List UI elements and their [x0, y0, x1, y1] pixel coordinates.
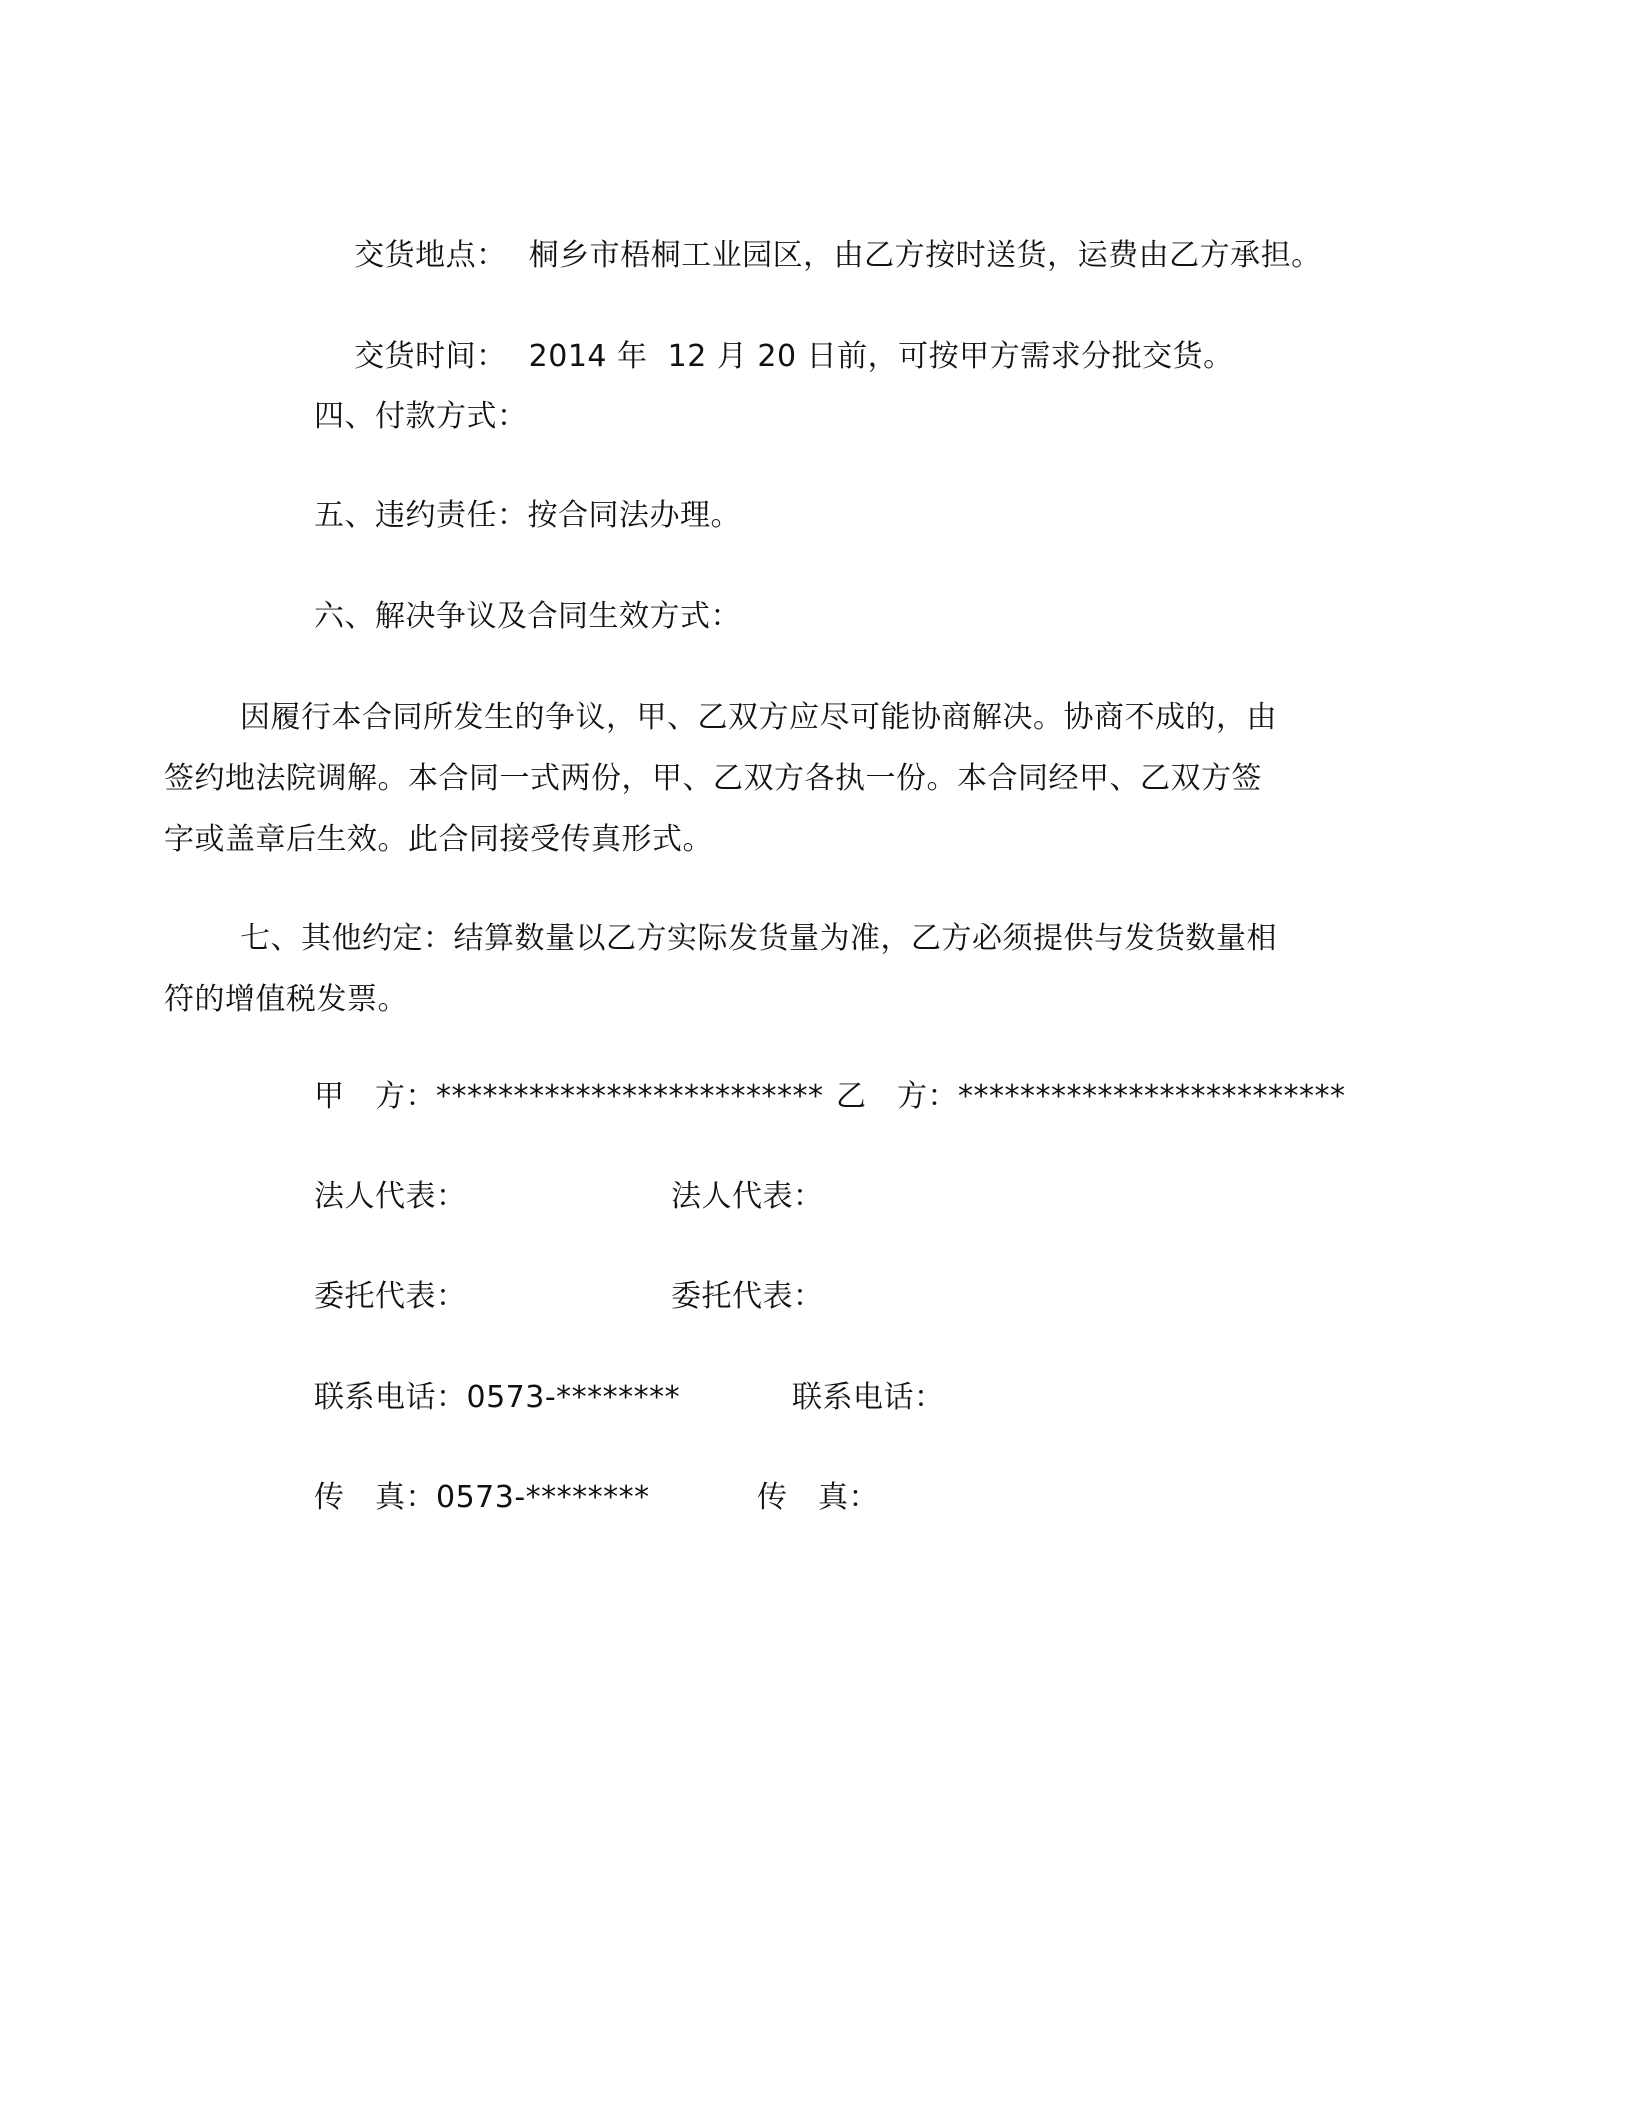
- legal-rep-b: 法人代表：: [671, 1179, 824, 1214]
- delivery-time-label: 交货时间：: [354, 339, 507, 374]
- delivery-place-value: 桐乡市梧桐工业园区，由乙方按时送货，运费由乙方承担。: [528, 238, 1322, 273]
- section-liability: 五、违约责任：按合同法办理。: [314, 498, 741, 533]
- party-a: 甲 方：*************************: [314, 1079, 824, 1114]
- agent-a: 委托代表：: [314, 1279, 467, 1314]
- delivery-place-label: 交货地点：: [354, 238, 507, 273]
- phone-b: 联系电话：: [792, 1380, 945, 1415]
- section-other-body: 七、其他约定：结算数量以乙方实际发货量为准，乙方必须提供与发货数量相符的增值税发票。: [164, 921, 1277, 1017]
- party-b: 乙 方：*************************: [836, 1079, 1346, 1114]
- legal-rep-a: 法人代表：: [314, 1179, 467, 1214]
- section-dispute-body: 因履行本合同所发生的争议，甲、乙双方应尽可能协商解决。协商不成的，由签约地法院调解。本合同一式两份，甲、乙双方各执一份。本合同经甲、乙双方签字或盖章后生效。此合同接受传真形式。: [164, 700, 1277, 857]
- delivery-time-value: 2014 年 12 月 20 日前，可按甲方需求分批交货。: [528, 339, 1234, 374]
- section-payment: 四、付款方式：: [314, 399, 528, 434]
- phone-a: 联系电话：0573-********: [314, 1380, 681, 1415]
- agent-b: 委托代表：: [671, 1279, 824, 1314]
- fax-b: 传 真：: [757, 1480, 879, 1515]
- fax-a: 传 真：0573-********: [314, 1480, 650, 1515]
- section-dispute-heading: 六、解决争议及合同生效方式：: [314, 599, 741, 634]
